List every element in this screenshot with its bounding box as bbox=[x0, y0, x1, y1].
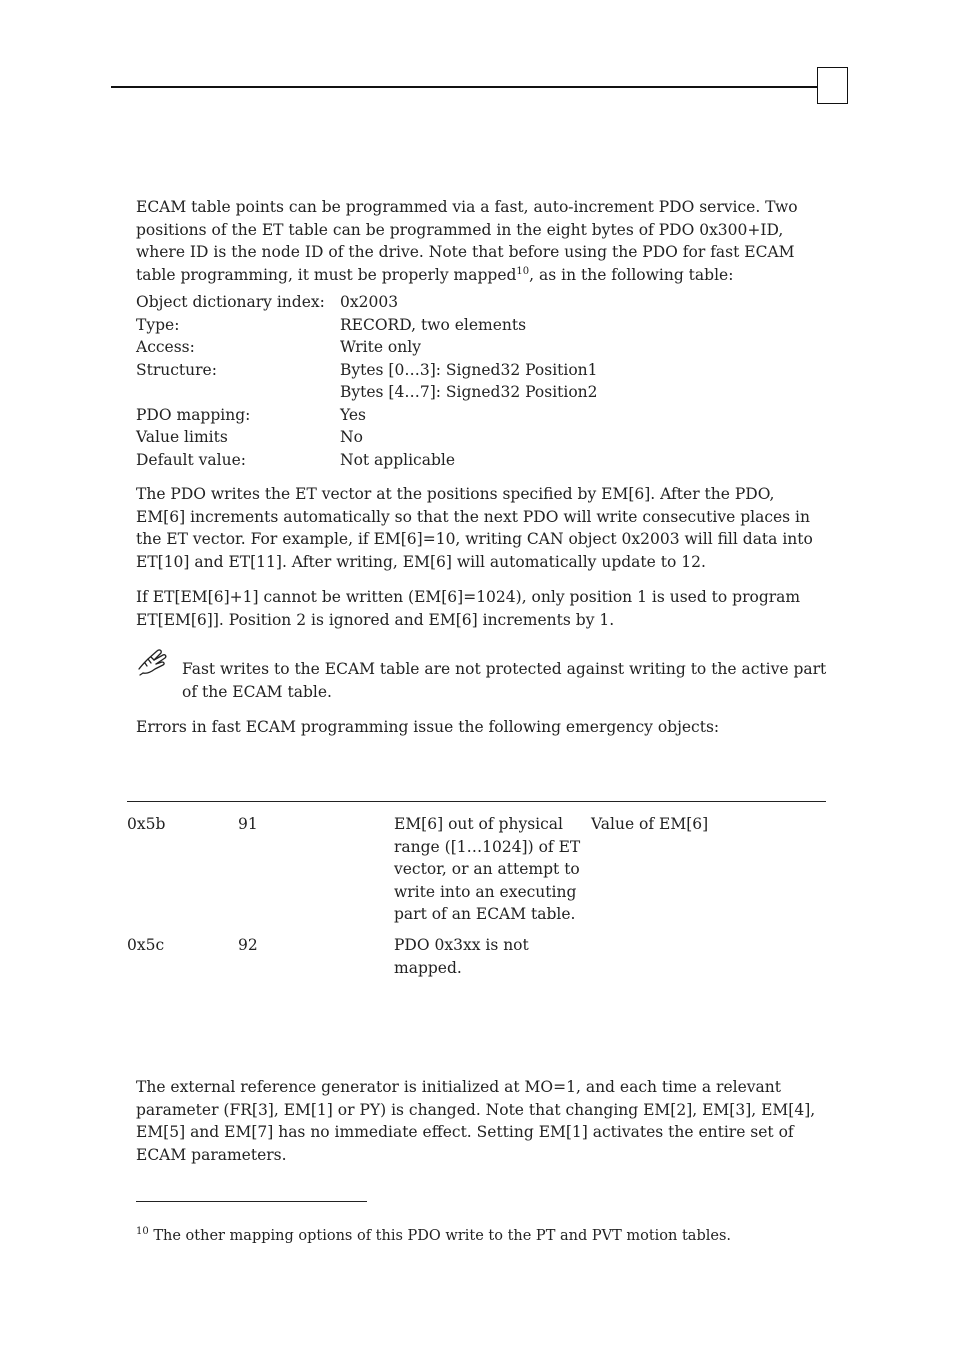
errors-paragraph: Errors in fast ECAM programming issue the following emergency objects: bbox=[136, 718, 720, 736]
value-index: 0x2003 bbox=[340, 293, 399, 311]
error-code-hex: 0x5c bbox=[127, 936, 165, 954]
value-access: Write only bbox=[340, 338, 421, 356]
error-reason bbox=[394, 934, 584, 979]
external-reference-paragraph: The external reference generator is initialized at MO=1, and each time a relevant parameter (FR[3], EM[1] or PY) is changed. Note that changing EM[2], EM[3], EM[4], EM[5] and EM[7] has no immediate effect. Setting EM[1] activates the entire set of ECAM parameters. bbox=[136, 1078, 816, 1164]
error-reason bbox=[394, 813, 584, 926]
error-reason-line: range ([1…1024]) of ET bbox=[394, 837, 581, 856]
value-value-limits: No bbox=[340, 428, 363, 446]
error-reason-line: write into an executing bbox=[394, 882, 577, 901]
value-pdo-mapping: Yes bbox=[340, 405, 367, 424]
value-structure-1: Bytes [0…3]: Signed32 Position1 bbox=[340, 360, 598, 379]
note-hand-icon bbox=[137, 647, 169, 677]
footnote-rule bbox=[136, 1201, 367, 1202]
table-top-rule bbox=[127, 801, 826, 802]
intro-paragraph bbox=[136, 196, 826, 286]
label-structure: Structure: bbox=[136, 360, 217, 379]
value-type: RECORD, two elements bbox=[340, 315, 527, 334]
position-paragraph: If ET[EM[6]+1] cannot be written (EM[6]=1024), only position 1 is used to program ET[EM[6]]. Position 2 is ignored and EM[6] increments by 1. bbox=[136, 588, 801, 629]
header-rule bbox=[111, 86, 818, 88]
intro-text: ECAM table points can be programmed via a fast, auto-increment PDO service. Two positions of the ET table can be programmed in the eight bytes of PDO 0x300+ID, where ID is the node ID of the drive. Note that before using the PDO for fast ECAM table programming, it must be properly mapped bbox=[136, 198, 798, 284]
footnote bbox=[136, 1226, 731, 1246]
note-text: Fast writes to the ECAM table are not protected against writing to the active part of the ECAM table. bbox=[182, 660, 827, 701]
value-structure-2: Bytes [4…7]: Signed32 Position2 bbox=[340, 383, 598, 401]
label-pdo-mapping: PDO mapping: bbox=[136, 405, 251, 424]
error-reason-line: vector, or an attempt to bbox=[394, 860, 580, 878]
error-data-field: Value of EM[6] bbox=[591, 815, 709, 833]
label-default-value: Default value: bbox=[136, 450, 247, 469]
error-code-dec: 92 bbox=[238, 936, 258, 954]
pdo-paragraph: The PDO writes the ET vector at the positions specified by EM[6]. After the PDO, EM[6] increments automatically so that the next PDO will write consecutive places in the ET vector. For example, if EM[6]=10, writing CAN object 0x2003 will fill data into ET[10] and ET[11]. After writing, EM[6] will automatically update to 12. bbox=[136, 485, 813, 571]
footnote-reference: 10 bbox=[516, 265, 530, 277]
error-reason-line: part of an ECAM table. bbox=[394, 905, 576, 923]
label-type: Type: bbox=[136, 315, 180, 334]
error-code-hex: 0x5b bbox=[127, 815, 166, 833]
error-reason-line: PDO 0x3xx is not bbox=[394, 936, 529, 954]
label-value-limits: Value limits bbox=[136, 428, 228, 446]
value-default-value: Not applicable bbox=[340, 450, 456, 469]
error-reason-line: mapped. bbox=[394, 958, 462, 977]
footnote-text: The other mapping options of this PDO write to the PT and PVT motion tables. bbox=[148, 1228, 731, 1244]
error-code-dec: 91 bbox=[238, 815, 258, 833]
intro-tail: , as in the following table: bbox=[529, 265, 734, 284]
footnote-number: 10 bbox=[136, 1226, 149, 1238]
page-number-box bbox=[817, 67, 848, 104]
label-index: Object dictionary index: bbox=[136, 293, 325, 311]
label-access: Access: bbox=[136, 338, 195, 356]
error-reason-line: EM[6] out of physical bbox=[394, 815, 563, 833]
